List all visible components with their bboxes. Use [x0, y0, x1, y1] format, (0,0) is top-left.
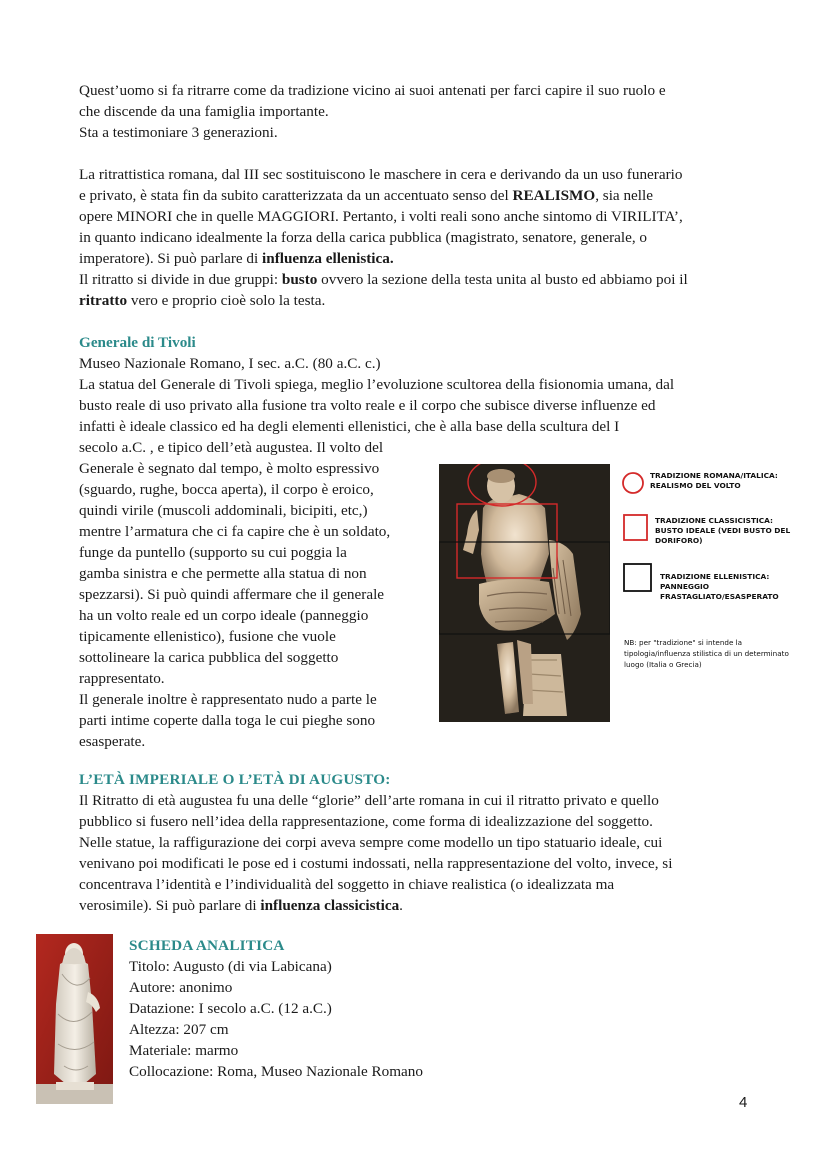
- legend-romana: TRADIZIONE ROMANA/ITALICA: REALISMO DEL VOLTO: [650, 471, 778, 490]
- ritrattistica-paragraph: [79, 164, 779, 311]
- scheda-autore: Autore: anonimo: [129, 979, 233, 996]
- bold-term: REALISMO: [512, 187, 596, 204]
- scheda-materiale: Materiale: marmo: [129, 1042, 239, 1059]
- bold-term: ritratto: [79, 292, 128, 309]
- text-line: Museo Nazionale Romano, I sec. a.C. (80 a.C. c.): [79, 355, 381, 372]
- legend-note: NB: per "tradizione" si intende la tipologia/influenza stilistica di un determinato luogo (Italia o Grecia): [624, 638, 789, 669]
- intro-line: che discende da una famiglia importante.: [79, 103, 329, 120]
- intro-paragraph: [79, 80, 769, 143]
- bold-term: influenza classicistica: [260, 897, 400, 914]
- scheda-collocazione: Collocazione: Roma, Museo Nazionale Romano: [129, 1063, 423, 1080]
- scheda-datazione: Datazione: I secolo a.C. (12 a.C.): [129, 1000, 332, 1017]
- text-line: Nelle statue, la raffigurazione dei corpi aveva sempre come modello un tipo statuario ideale, cui: [79, 834, 663, 851]
- text-line: venivano poi modificati le pose ed i costumi indossati, nella rappresentazione del volto, invece, si: [79, 855, 673, 872]
- text-line: parti intime coperte dalla toga le cui pieghe sono: [79, 712, 376, 729]
- text-line: Generale è segnato dal tempo, è molto espressivo: [79, 460, 380, 477]
- legend-red-circle-icon: [621, 471, 645, 495]
- text-line: opere MINORI che in quelle MAGGIORI. Pertanto, i volti reali sono anche sintomo di VIRILITA’,: [79, 208, 683, 225]
- text-line: Il generale inoltre è rappresentato nudo a parte le: [79, 691, 377, 708]
- text-line: La ritrattistica romana, dal III sec sostituiscono le maschere in cera e derivando da un uso funerario: [79, 166, 683, 183]
- text-line: mentre l’armatura che ci fa capire che è un soldato,: [79, 523, 391, 540]
- text-line: esasperate.: [79, 733, 146, 750]
- scheda-heading: SCHEDA ANALITICA: [129, 937, 285, 954]
- text-line: concentrava l’identità e l’individualità del soggetto in chiave realistica (o idealizzata ma: [79, 876, 615, 893]
- generale-heading: Generale di Tivoli: [79, 334, 196, 351]
- text-line: La statua del Generale di Tivoli spiega, meglio l’evoluzione scultorea della fisionomia umana, dal: [79, 376, 675, 393]
- legend-classica: TRADIZIONE CLASSICISTICA: BUSTO IDEALE (VEDI BUSTO DEL DORIFORO): [655, 516, 791, 545]
- scheda-details: [129, 956, 629, 1082]
- augusto-section-heading: L’ETÀ IMPERIALE O L’ETÀ DI AUGUSTO:: [79, 771, 391, 788]
- text-line: Il ritratto si divide in due gruppi: busto ovvero la sezione della testa unita al busto ed abbiamo poi il: [79, 271, 688, 288]
- generale-intro: [79, 353, 779, 437]
- generale-description: [79, 437, 439, 752]
- text-line: quindi virile (muscoli addominali, bicipiti, etc,): [79, 502, 368, 519]
- text-line: Il Ritratto di età augustea fu una delle “glorie” dell’arte romana in cui il ritratto privato e quello: [79, 792, 659, 809]
- augusto-paragraph: [79, 790, 779, 916]
- text-line: pubblico si fusero nell’idea della rappresentazione, come forma di idealizzazione del soggetto.: [79, 813, 653, 830]
- legend-red-square-icon: [623, 514, 649, 542]
- bold-term: influenza ellenistica.: [262, 250, 394, 267]
- text-line: busto reale di uso privato alla fusione tra volto reale e il corpo che subisce diverse influenze ed: [79, 397, 656, 414]
- text-line: infatti è ideale classico ed ha degli elementi ellenistici, che è alla base della scultura del I: [79, 418, 620, 435]
- text-line: ritratto vero e proprio cioè solo la testa.: [79, 292, 326, 309]
- text-line: tipicamente ellenistico), fusione che vuole: [79, 628, 336, 645]
- text-line: imperatore). Si può parlare di influenza ellenistica.: [79, 250, 394, 267]
- text-line: verosimile). Si può parlare di influenza classicistica.: [79, 897, 403, 914]
- intro-line: Quest’uomo si fa ritrarre come da tradizione vicino ai suoi antenati per farci capire il suo ruolo e: [79, 82, 666, 99]
- scheda-titolo: Titolo: Augusto (di via Labicana): [129, 958, 332, 975]
- text-line: (sguardo, rughe, bocca aperta), il corpo è eroico,: [79, 481, 374, 498]
- generale-statue-image: [439, 464, 610, 722]
- text-line: gamba sinistra e che permette alla statua di non: [79, 565, 367, 582]
- text-line: sottolineare la carica pubblica del soggetto: [79, 649, 339, 666]
- bold-term: busto: [281, 271, 318, 288]
- augusto-statue-image: [36, 934, 113, 1104]
- text-line: funge da puntello (supporto su cui poggia la: [79, 544, 347, 561]
- text-line: secolo a.C. , e tipico dell’età augustea. Il volto del: [79, 439, 384, 456]
- intro-line: Sta a testimoniare 3 generazioni.: [79, 124, 278, 141]
- legend-ellenistica: TRADIZIONE ELLENISTICA: PANNEGGIO FRASTAGLIATO/ESASPERATO: [660, 572, 779, 601]
- page-number: 4: [739, 1094, 748, 1111]
- text-line: spezzarsi). Si può quindi affermare che il generale: [79, 586, 385, 603]
- scheda-altezza: Altezza: 207 cm: [129, 1021, 229, 1038]
- text-line: ha un volto reale ed un corpo ideale (panneggio: [79, 607, 369, 624]
- text-line: in quanto indicano idealmente la forza della carica pubblica (magistrato, senatore, generale, o: [79, 229, 648, 246]
- text-line: e privato, è stata fin da subito caratterizzata da un accentuato senso del REALISMO, sia nelle: [79, 187, 653, 204]
- text-line: rappresentato.: [79, 670, 165, 687]
- legend-black-square-icon: [623, 563, 653, 593]
